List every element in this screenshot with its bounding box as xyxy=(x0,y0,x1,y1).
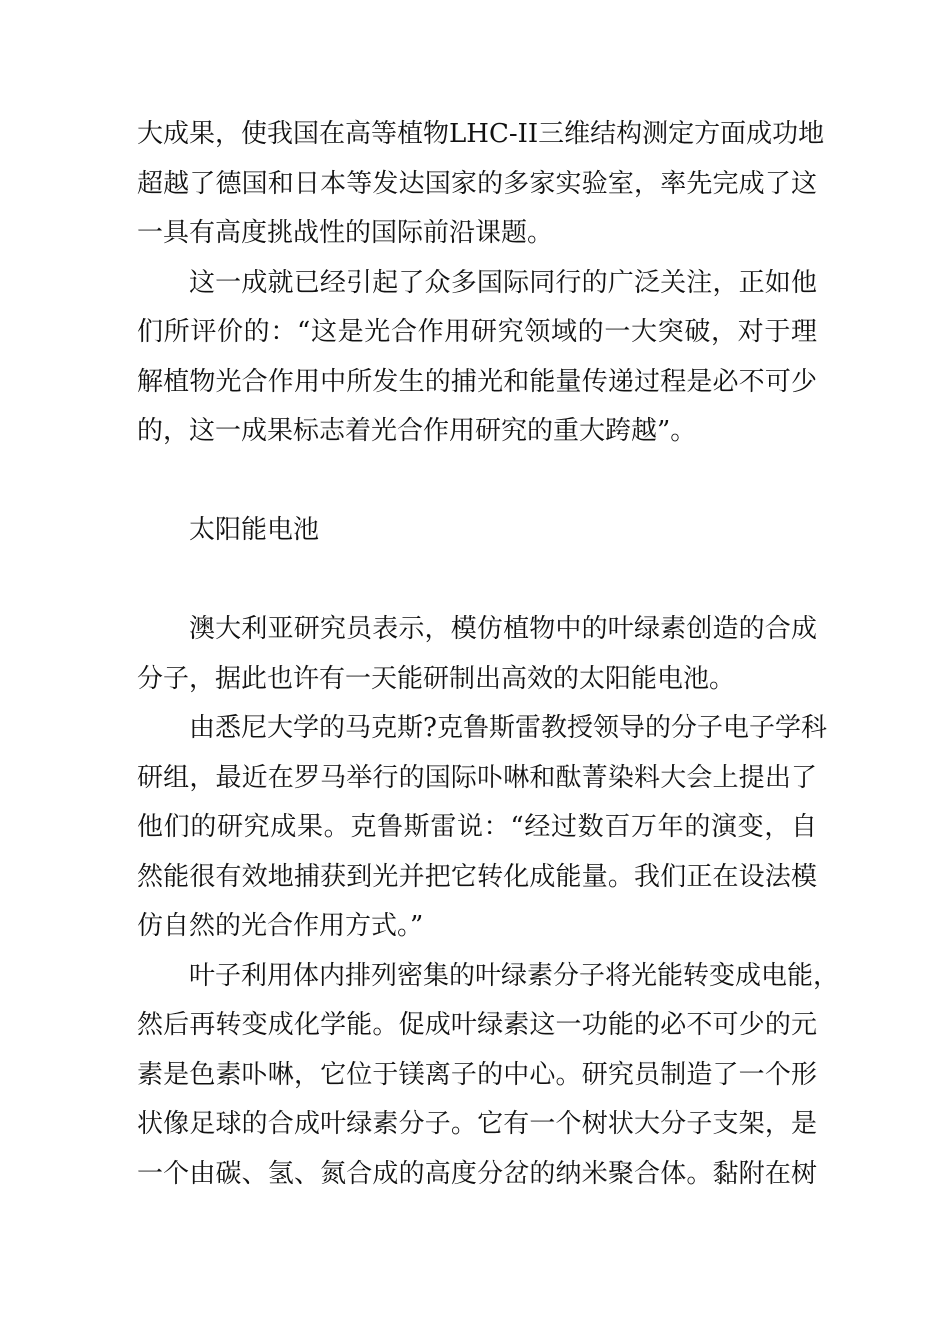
paragraph-line: 由悉尼大学的马克斯?克鲁斯雷教授领导的分子电子学科 xyxy=(189,713,827,743)
paragraph-line: 然后再转变成化学能。促成叶绿素这一功能的必不可少的元 xyxy=(137,1010,817,1040)
paragraph-line: 他们的研究成果。克鲁斯雷说：“经过数百万年的演变，自 xyxy=(137,812,817,842)
paragraph-line: 超越了德国和日本等发达国家的多家实验室，率先完成了这 xyxy=(137,168,817,199)
blank-line xyxy=(137,556,817,606)
paragraph-line: 一具有高度挑战性的国际前沿课题。 xyxy=(137,218,554,248)
paragraph-line: 一个由碳、氢、氮合成的高度分岔的纳米聚合体。黏附在树 xyxy=(137,1158,817,1189)
section-heading: 太阳能电池 xyxy=(189,515,320,545)
paragraph-line: 们所评价的：“这是光合作用研究领域的一大突破，对于理 xyxy=(137,317,817,347)
paragraph-line: 澳大利亚研究员表示，模仿植物中的叶绿素创造的合成 xyxy=(189,614,817,644)
paragraph-line: 然能很有效地捕获到光并把它转化成能量。我们正在设法模 xyxy=(137,861,817,892)
paragraph-line: 解植物光合作用中所发生的捕光和能量传递过程是必不可少 xyxy=(137,366,817,397)
paragraph-line: 分子，据此也许有一天能研制出高效的太阳能电池。 xyxy=(137,663,736,694)
paragraph-line: 的，这一成果标志着光合作用研究的重大跨越”。 xyxy=(137,416,697,446)
paragraph-line: 这一成就已经引起了众多国际同行的广泛关注，正如他 xyxy=(189,267,817,298)
paragraph-line: 素是色素卟啉，它位于镁离子的中心。研究员制造了一个形 xyxy=(137,1059,817,1090)
paragraph-line: 状像足球的合成叶绿素分子。它有一个树状大分子支架，是 xyxy=(137,1109,817,1139)
paragraph-line: 研组，最近在罗马举行的国际卟啉和酞菁染料大会上提出了 xyxy=(137,762,817,793)
blank-line xyxy=(137,457,817,507)
paragraph-line: 大成果，使我国在高等植物LHC-II三维结构测定方面成功地 xyxy=(137,119,825,149)
paragraph-line: 叶子利用体内排列密集的叶绿素分子将光能转变成电能， xyxy=(189,960,840,991)
document-body xyxy=(137,110,840,1199)
paragraph-line: 仿自然的光合作用方式。” xyxy=(137,911,424,941)
